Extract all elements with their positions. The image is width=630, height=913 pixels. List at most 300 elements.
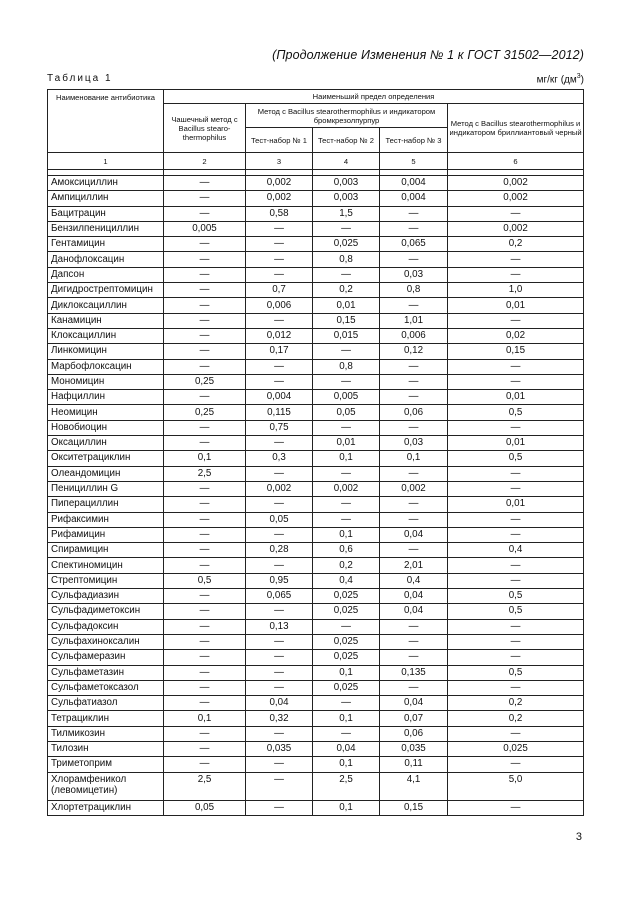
value-cell-col6: 0,002 <box>448 191 584 206</box>
value-cell-col6: 0,5 <box>448 451 584 466</box>
value-cell-col3: — <box>246 359 313 374</box>
value-cell-col5: — <box>380 466 448 481</box>
antibiotic-name-cell: Мономицин <box>48 374 164 389</box>
table-row <box>48 176 584 191</box>
table-row <box>48 741 584 756</box>
value-cell-col6: — <box>448 558 584 573</box>
value-cell-col5: 1,01 <box>380 313 448 328</box>
value-cell-col2: — <box>164 481 246 496</box>
table-row <box>48 573 584 588</box>
units-close: ) <box>580 74 584 86</box>
value-cell-col2: — <box>164 313 246 328</box>
value-cell-col5: 0,07 <box>380 711 448 726</box>
value-cell-col2: — <box>164 283 246 298</box>
antibiotic-name-cell: Канамицин <box>48 313 164 328</box>
value-cell-col6: — <box>448 313 584 328</box>
value-cell-col3: — <box>246 527 313 542</box>
value-cell-col4: — <box>313 221 380 236</box>
table-label: Таблица 1 <box>47 73 113 84</box>
value-cell-col2: — <box>164 191 246 206</box>
antibiotic-name-cell: Триметоприм <box>48 757 164 772</box>
value-cell-col5: 0,15 <box>380 800 448 815</box>
value-cell-col5: 4,1 <box>380 772 448 800</box>
table-row <box>48 665 584 680</box>
antibiotic-name-cell: Пиперациллин <box>48 497 164 512</box>
units-label <box>537 73 584 85</box>
value-cell-col6: — <box>448 634 584 649</box>
antibiotic-name-cell: Бензилпенициллин <box>48 221 164 236</box>
value-cell-col5: 0,11 <box>380 757 448 772</box>
value-cell-col4: 0,04 <box>313 741 380 756</box>
table-row <box>48 543 584 558</box>
value-cell-col6: 0,4 <box>448 543 584 558</box>
value-cell-col6: 5,0 <box>448 772 584 800</box>
value-cell-col5: 0,04 <box>380 604 448 619</box>
value-cell-col2: — <box>164 757 246 772</box>
table-row <box>48 696 584 711</box>
table-row <box>48 420 584 435</box>
value-cell-col5: — <box>380 497 448 512</box>
antibiotic-name-cell: Ампициллин <box>48 191 164 206</box>
value-cell-col2: — <box>164 634 246 649</box>
table-row <box>48 267 584 282</box>
value-cell-col4: 0,002 <box>313 481 380 496</box>
value-cell-col2: — <box>164 298 246 313</box>
value-cell-col3: — <box>246 772 313 800</box>
table-row <box>48 772 584 800</box>
value-cell-col6: — <box>448 512 584 527</box>
header-col2: Чашечный метод с Bacillus stearo-thermophilus <box>164 104 246 153</box>
antibiotic-name-cell: Пенициллин G <box>48 481 164 496</box>
table-row <box>48 390 584 405</box>
value-cell-col2: 0,25 <box>164 405 246 420</box>
value-cell-col3: — <box>246 650 313 665</box>
value-cell-col2: 0,005 <box>164 221 246 236</box>
value-cell-col3: — <box>246 313 313 328</box>
value-cell-col4: — <box>313 696 380 711</box>
table-row <box>48 313 584 328</box>
value-cell-col2: — <box>164 604 246 619</box>
value-cell-col2: — <box>164 359 246 374</box>
value-cell-col2: — <box>164 497 246 512</box>
antibiotic-name-cell: Хлорамфеникол (левомицетин) <box>48 772 164 800</box>
value-cell-col3: 0,13 <box>246 619 313 634</box>
table-row <box>48 680 584 695</box>
value-cell-col4: 0,8 <box>313 359 380 374</box>
antibiotic-name-cell: Линкомицин <box>48 344 164 359</box>
value-cell-col3: 0,002 <box>246 481 313 496</box>
table-row <box>48 436 584 451</box>
value-cell-col3: — <box>246 237 313 252</box>
value-cell-col2: — <box>164 650 246 665</box>
table-row <box>48 451 584 466</box>
value-cell-col5: — <box>380 680 448 695</box>
antibiotic-name-cell: Бацитрацин <box>48 206 164 221</box>
value-cell-col2: — <box>164 176 246 191</box>
table-body <box>48 170 584 816</box>
value-cell-col6: 0,2 <box>448 237 584 252</box>
value-cell-col4: 0,05 <box>313 405 380 420</box>
antibiotic-name-cell: Амоксициллин <box>48 176 164 191</box>
table-row <box>48 619 584 634</box>
value-cell-col4: 0,1 <box>313 757 380 772</box>
value-cell-col3: — <box>246 634 313 649</box>
antibiotic-name-cell: Тетрациклин <box>48 711 164 726</box>
table-row <box>48 512 584 527</box>
value-cell-col6: 0,02 <box>448 328 584 343</box>
antibiotic-name-cell: Окситетрациклин <box>48 451 164 466</box>
value-cell-col3: — <box>246 252 313 267</box>
value-cell-col6: 0,2 <box>448 696 584 711</box>
value-cell-col5: 0,006 <box>380 328 448 343</box>
value-cell-col3: 0,3 <box>246 451 313 466</box>
value-cell-col5: — <box>380 420 448 435</box>
value-cell-col2: — <box>164 619 246 634</box>
value-cell-col6: 0,01 <box>448 390 584 405</box>
value-cell-col4: 0,8 <box>313 252 380 267</box>
table-row <box>48 298 584 313</box>
antibiotic-name-cell: Дапсон <box>48 267 164 282</box>
antibiotic-name-cell: Данофлоксацин <box>48 252 164 267</box>
table-row <box>48 221 584 236</box>
value-cell-col3: 0,28 <box>246 543 313 558</box>
col-number-2: 2 <box>164 153 246 170</box>
value-cell-col4: — <box>313 420 380 435</box>
value-cell-col4: 1,5 <box>313 206 380 221</box>
value-cell-col6: — <box>448 252 584 267</box>
table-row <box>48 405 584 420</box>
antibiotic-name-cell: Хлортетрациклин <box>48 800 164 815</box>
value-cell-col4: 0,15 <box>313 313 380 328</box>
table-row <box>48 497 584 512</box>
value-cell-col4: — <box>313 344 380 359</box>
value-cell-col4: 0,1 <box>313 711 380 726</box>
value-cell-col6: — <box>448 267 584 282</box>
value-cell-col4: 0,2 <box>313 283 380 298</box>
header-col3: Тест-набор № 1 <box>246 128 313 153</box>
value-cell-col3: 0,035 <box>246 741 313 756</box>
value-cell-col4: 0,1 <box>313 527 380 542</box>
value-cell-col3: — <box>246 221 313 236</box>
value-cell-col6: — <box>448 573 584 588</box>
header-group: Наименьший предел определения <box>164 90 584 104</box>
antibiotic-name-cell: Сульфаметазин <box>48 665 164 680</box>
value-cell-col4: 2,5 <box>313 772 380 800</box>
antibiotic-name-cell: Спектиномицин <box>48 558 164 573</box>
value-cell-col3: 0,002 <box>246 191 313 206</box>
value-cell-col6: — <box>448 680 584 695</box>
value-cell-col2: — <box>164 726 246 741</box>
value-cell-col3: 0,75 <box>246 420 313 435</box>
antibiotic-name-cell: Спирамицин <box>48 543 164 558</box>
value-cell-col4: 0,025 <box>313 634 380 649</box>
value-cell-col3: 0,115 <box>246 405 313 420</box>
value-cell-col4: — <box>313 619 380 634</box>
value-cell-col2: — <box>164 665 246 680</box>
value-cell-col3: — <box>246 726 313 741</box>
value-cell-col5: 0,03 <box>380 267 448 282</box>
antibiotic-name-cell: Марбофлоксацин <box>48 359 164 374</box>
value-cell-col5: 0,065 <box>380 237 448 252</box>
value-cell-col4: 0,1 <box>313 800 380 815</box>
value-cell-col5: 0,06 <box>380 405 448 420</box>
value-cell-col5: — <box>380 650 448 665</box>
antibiotic-name-cell: Оксациллин <box>48 436 164 451</box>
value-cell-col5: — <box>380 390 448 405</box>
col-number-6: 6 <box>448 153 584 170</box>
value-cell-col6: 1,0 <box>448 283 584 298</box>
value-cell-col4: 0,01 <box>313 436 380 451</box>
value-cell-col5: — <box>380 634 448 649</box>
value-cell-col4: 0,005 <box>313 390 380 405</box>
value-cell-col3: 0,17 <box>246 344 313 359</box>
value-cell-col5: 0,03 <box>380 436 448 451</box>
units-sup: 3 <box>576 73 581 80</box>
value-cell-col3: 0,002 <box>246 176 313 191</box>
antibiotic-name-cell: Рифамицин <box>48 527 164 542</box>
value-cell-col2: — <box>164 512 246 527</box>
value-cell-col2: — <box>164 206 246 221</box>
antibiotic-name-cell: Олеандомицин <box>48 466 164 481</box>
value-cell-col5: 0,8 <box>380 283 448 298</box>
value-cell-col4: 0,2 <box>313 558 380 573</box>
value-cell-col4: 0,4 <box>313 573 380 588</box>
units-text: мг/кг (дм <box>536 74 577 86</box>
value-cell-col3: — <box>246 604 313 619</box>
value-cell-col2: — <box>164 527 246 542</box>
value-cell-col4: 0,025 <box>313 237 380 252</box>
value-cell-col4: 0,015 <box>313 328 380 343</box>
value-cell-col5: — <box>380 298 448 313</box>
value-cell-col2: 0,5 <box>164 573 246 588</box>
table-row <box>48 558 584 573</box>
value-cell-col6: — <box>448 527 584 542</box>
value-cell-col3: 0,012 <box>246 328 313 343</box>
value-cell-col6: 0,01 <box>448 436 584 451</box>
value-cell-col4: — <box>313 497 380 512</box>
value-cell-col5: — <box>380 206 448 221</box>
antibiotic-name-cell: Сульфадоксин <box>48 619 164 634</box>
header-col6: Метод с Bacillus stearothermophilus и индикатором бриллиантовый черный <box>448 104 584 153</box>
value-cell-col5: 0,4 <box>380 573 448 588</box>
antibiotic-name-cell: Сульфахиноксалин <box>48 634 164 649</box>
value-cell-col6: 0,5 <box>448 665 584 680</box>
value-cell-col4: — <box>313 466 380 481</box>
value-cell-col3: — <box>246 436 313 451</box>
value-cell-col5: 0,1 <box>380 451 448 466</box>
table-row <box>48 283 584 298</box>
antibiotic-name-cell: Сульфадиметоксин <box>48 604 164 619</box>
col-number-5: 5 <box>380 153 448 170</box>
value-cell-col6: 0,15 <box>448 344 584 359</box>
value-cell-col6: — <box>448 374 584 389</box>
col-number-4: 4 <box>313 153 380 170</box>
table-row <box>48 206 584 221</box>
table-row <box>48 650 584 665</box>
value-cell-col3: 0,04 <box>246 696 313 711</box>
antibiotic-name-cell: Сульфамеразин <box>48 650 164 665</box>
page-number: 3 <box>575 831 582 843</box>
header-col4: Тест-набор № 2 <box>313 128 380 153</box>
value-cell-col4: — <box>313 726 380 741</box>
value-cell-col2: — <box>164 420 246 435</box>
value-cell-col3: — <box>246 757 313 772</box>
header-name: Наименование антибиотика <box>48 90 164 153</box>
value-cell-col5: — <box>380 221 448 236</box>
col-number-3: 3 <box>246 153 313 170</box>
antibiotic-name-cell: Новобиоцин <box>48 420 164 435</box>
value-cell-col5: 0,004 <box>380 176 448 191</box>
table-row <box>48 374 584 389</box>
antibiotic-name-cell: Сульфатиазол <box>48 696 164 711</box>
antibiotic-name-cell: Стрептомицин <box>48 573 164 588</box>
value-cell-col2: — <box>164 589 246 604</box>
value-cell-col2: — <box>164 558 246 573</box>
value-cell-col4: 0,1 <box>313 665 380 680</box>
value-cell-col5: 0,04 <box>380 527 448 542</box>
value-cell-col3: — <box>246 267 313 282</box>
value-cell-col4: 0,003 <box>313 191 380 206</box>
header-col-group-35: Метод с Bacillus stearothermophilus и индикатором бромкрезолпурпур <box>246 104 448 128</box>
value-cell-col3: 0,065 <box>246 589 313 604</box>
continuation-header: (Продолжение Изменения № 1 к ГОСТ 31502—2012) <box>272 48 584 62</box>
value-cell-col6: — <box>448 466 584 481</box>
value-cell-col4: 0,025 <box>313 650 380 665</box>
antibiotic-name-cell: Сульфадиазин <box>48 589 164 604</box>
value-cell-col5: — <box>380 374 448 389</box>
value-cell-col3: — <box>246 665 313 680</box>
value-cell-col6: 0,002 <box>448 176 584 191</box>
value-cell-col3: 0,32 <box>246 711 313 726</box>
value-cell-col5: 0,135 <box>380 665 448 680</box>
value-cell-col5: — <box>380 512 448 527</box>
value-cell-col5: — <box>380 543 448 558</box>
antibiotic-table <box>47 89 584 816</box>
table-row <box>48 527 584 542</box>
value-cell-col3: — <box>246 800 313 815</box>
value-cell-col4: — <box>313 374 380 389</box>
table-row <box>48 711 584 726</box>
value-cell-col2: 2,5 <box>164 466 246 481</box>
value-cell-col6: — <box>448 726 584 741</box>
table-row <box>48 481 584 496</box>
value-cell-col4: 0,01 <box>313 298 380 313</box>
value-cell-col3: 0,58 <box>246 206 313 221</box>
value-cell-col2: — <box>164 680 246 695</box>
value-cell-col5: 0,06 <box>380 726 448 741</box>
table-row <box>48 237 584 252</box>
antibiotic-name-cell: Диклоксациллин <box>48 298 164 313</box>
value-cell-col6: 0,025 <box>448 741 584 756</box>
table-row <box>48 328 584 343</box>
value-cell-col6: — <box>448 481 584 496</box>
value-cell-col3: — <box>246 374 313 389</box>
table-row <box>48 757 584 772</box>
value-cell-col5: 2,01 <box>380 558 448 573</box>
table-row <box>48 604 584 619</box>
col-number-1: 1 <box>48 153 164 170</box>
table-row <box>48 726 584 741</box>
antibiotic-name-cell: Дигидрострептомицин <box>48 283 164 298</box>
value-cell-col6: — <box>448 800 584 815</box>
value-cell-col3: — <box>246 497 313 512</box>
value-cell-col5: 0,04 <box>380 696 448 711</box>
value-cell-col6: — <box>448 650 584 665</box>
value-cell-col4: 0,003 <box>313 176 380 191</box>
value-cell-col6: — <box>448 359 584 374</box>
value-cell-col5: 0,002 <box>380 481 448 496</box>
value-cell-col2: — <box>164 252 246 267</box>
value-cell-col2: 0,05 <box>164 800 246 815</box>
header-col5: Тест-набор № 3 <box>380 128 448 153</box>
value-cell-col6: 0,01 <box>448 298 584 313</box>
antibiotic-name-cell: Неомицин <box>48 405 164 420</box>
table-row <box>48 466 584 481</box>
value-cell-col6: 0,5 <box>448 589 584 604</box>
table-row <box>48 634 584 649</box>
value-cell-col5: 0,12 <box>380 344 448 359</box>
value-cell-col2: — <box>164 328 246 343</box>
value-cell-col4: 0,6 <box>313 543 380 558</box>
antibiotic-name-cell: Рифаксимин <box>48 512 164 527</box>
value-cell-col5: 0,04 <box>380 589 448 604</box>
value-cell-col5: 0,004 <box>380 191 448 206</box>
antibiotic-name-cell: Гентамицин <box>48 237 164 252</box>
value-cell-col2: — <box>164 543 246 558</box>
value-cell-col3: 0,95 <box>246 573 313 588</box>
value-cell-col2: — <box>164 390 246 405</box>
value-cell-col2: — <box>164 237 246 252</box>
value-cell-col3: 0,05 <box>246 512 313 527</box>
value-cell-col2: — <box>164 344 246 359</box>
value-cell-col3: 0,7 <box>246 283 313 298</box>
table-row <box>48 344 584 359</box>
value-cell-col6: 0,5 <box>448 405 584 420</box>
value-cell-col3: — <box>246 558 313 573</box>
table-row <box>48 800 584 815</box>
value-cell-col4: — <box>313 512 380 527</box>
value-cell-col5: — <box>380 619 448 634</box>
value-cell-col3: — <box>246 680 313 695</box>
antibiotic-name-cell: Сульфаметоксазол <box>48 680 164 695</box>
value-cell-col6: 0,2 <box>448 711 584 726</box>
value-cell-col6: — <box>448 420 584 435</box>
value-cell-col4: 0,025 <box>313 589 380 604</box>
value-cell-col2: 2,5 <box>164 772 246 800</box>
value-cell-col6: 0,002 <box>448 221 584 236</box>
value-cell-col6: — <box>448 757 584 772</box>
value-cell-col2: — <box>164 267 246 282</box>
value-cell-col4: 0,025 <box>313 680 380 695</box>
table-row <box>48 359 584 374</box>
antibiotic-name-cell: Тилмикозин <box>48 726 164 741</box>
value-cell-col5: — <box>380 252 448 267</box>
value-cell-col6: — <box>448 206 584 221</box>
value-cell-col4: — <box>313 267 380 282</box>
table-row <box>48 589 584 604</box>
value-cell-col4: 0,1 <box>313 451 380 466</box>
value-cell-col3: 0,004 <box>246 390 313 405</box>
value-cell-col2: 0,1 <box>164 711 246 726</box>
value-cell-col3: — <box>246 466 313 481</box>
value-cell-col5: — <box>380 359 448 374</box>
value-cell-col3: 0,006 <box>246 298 313 313</box>
value-cell-col4: 0,025 <box>313 604 380 619</box>
antibiotic-name-cell: Нафциллин <box>48 390 164 405</box>
antibiotic-name-cell: Тилозин <box>48 741 164 756</box>
value-cell-col2: 0,25 <box>164 374 246 389</box>
value-cell-col5: 0,035 <box>380 741 448 756</box>
